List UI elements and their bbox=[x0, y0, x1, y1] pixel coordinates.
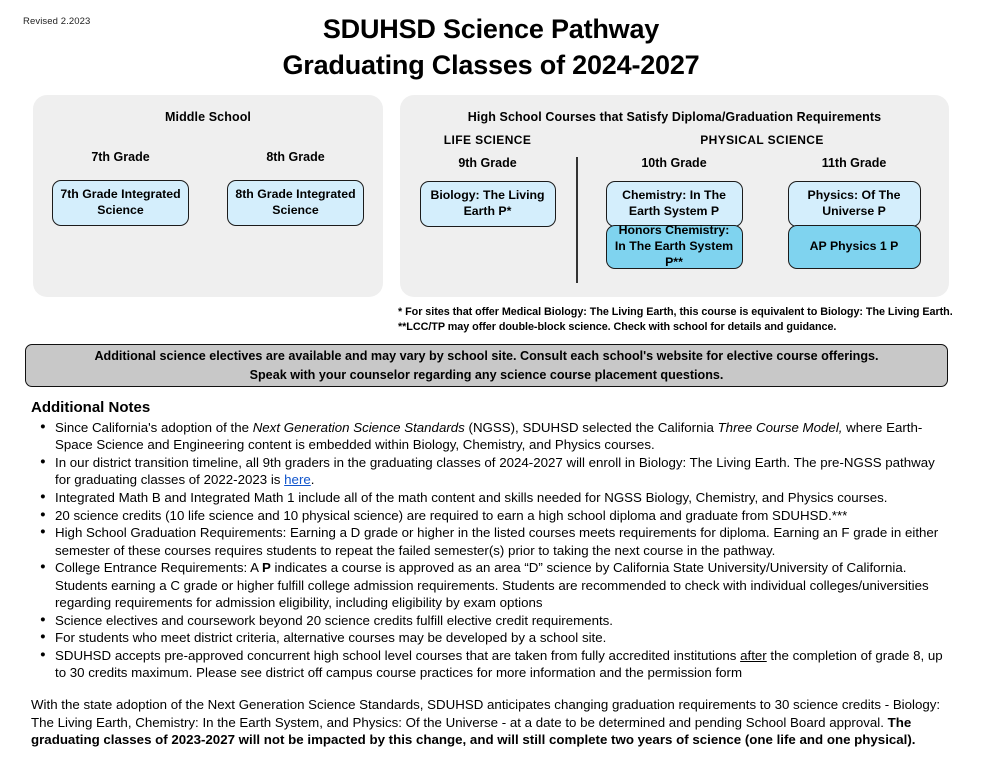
course-box-ap-physics-1[interactable]: AP Physics 1 P bbox=[788, 225, 921, 269]
middle-school-course-row bbox=[33, 180, 383, 226]
additional-notes-list bbox=[31, 419, 951, 682]
emphasis-text: Next Generation Science Standards bbox=[252, 419, 465, 435]
text-run: indicates a course is approved as an area “D” science by California State University/University of California. Students earning a C grade or higher fulfill college admission requirements. Students are recommended to check with individual colleges/universities regarding requirements for admission eligibility, including eligibility by exam options bbox=[55, 560, 929, 611]
additional-notes-heading: Additional Notes bbox=[31, 399, 151, 416]
revised-date: Revised 2.2023 bbox=[23, 16, 91, 27]
electives-banner-line1: Additional science electives are available and may vary by school site. Consult each school's website for elective course offerings. bbox=[94, 349, 879, 364]
text-run: College Entrance Requirements: A bbox=[55, 560, 262, 576]
band-label-physical-science: PHYSICAL SCIENCE bbox=[700, 133, 824, 147]
ms-grade-label-8: 8th Grade bbox=[266, 150, 325, 164]
band-spacer bbox=[575, 133, 583, 147]
text-run: For students who meet district criteria, alternative courses may be developed by a school site. bbox=[55, 630, 607, 646]
text-run: With the state adoption of the Next Generation Science Standards, SDUHSD anticipates changing graduation requirements to 30 science credits - Biology: The Living Earth, Chemistry: In the Earth System, and Physics: Of the Universe - at a date to be determined and pending School Board approval. bbox=[31, 697, 941, 730]
link-here[interactable]: here bbox=[284, 472, 311, 488]
note-item bbox=[31, 524, 951, 559]
page-title bbox=[0, 0, 982, 84]
text-run: . bbox=[310, 472, 315, 488]
note-item bbox=[31, 489, 951, 507]
text-run: SDUHSD accepts pre-approved concurrent high school level courses that are taken from fully accredited institutions bbox=[55, 647, 741, 663]
ms-column-8 bbox=[208, 180, 383, 226]
note-item bbox=[31, 454, 951, 489]
note-item bbox=[31, 559, 951, 612]
strong-text: The graduating classes of 2023-2027 will not be impacted by this change, and will still complete two years of science (one life and one physical). bbox=[31, 714, 916, 748]
text-run: Integrated Math B and Integrated Math 1 include all of the math content and skills needed for NGSS Biology, Chemistry, and Physics courses. bbox=[55, 489, 888, 505]
course-box-chemistry-earth-system[interactable]: Chemistry: In The Earth System P bbox=[606, 181, 743, 227]
life-physical-divider bbox=[576, 157, 578, 283]
note-item bbox=[31, 419, 951, 454]
page-title-line1: SDUHSD Science Pathway bbox=[322, 14, 660, 44]
text-run: In our district transition timeline, all 9th graders in the graduating classes of 2024-2027 will enroll in Biology: The Living Earth. The pre-NGSS pathway for graduating classes of 2022-2023 is bbox=[55, 454, 935, 488]
page-title-line2: Graduating Classes of 2024-2027 bbox=[282, 50, 700, 81]
hs-column-9-wrap bbox=[400, 181, 575, 227]
closing-paragraph bbox=[31, 696, 947, 749]
text-run: High School Graduation Requirements: Earning a D grade or higher in the listed courses meets requirements for diploma. Earning an F grade in either semester of these courses requires students to repeat the failed semester(s) prior to taking the next course in the pathway. bbox=[55, 525, 939, 558]
middle-school-title: Middle School bbox=[164, 110, 252, 124]
text-run: Science electives and coursework beyond 20 science credits fulfill elective credit requirements. bbox=[55, 612, 614, 628]
additional-notes-section bbox=[31, 398, 951, 682]
high-school-course-row bbox=[400, 181, 949, 269]
course-box-7th-integrated-science[interactable]: 7th Grade Integrated Science bbox=[52, 180, 189, 226]
course-box-honors-chemistry-earth-system[interactable]: Honors Chemistry: In The Earth System P** bbox=[606, 225, 743, 269]
course-box-biology-living-earth[interactable]: Biology: The Living Earth P* bbox=[420, 181, 556, 227]
strong-text: P bbox=[261, 560, 271, 576]
hs-grade-label-11: 11th Grade bbox=[821, 156, 887, 170]
emphasis-text: Three Course Model, bbox=[717, 419, 843, 435]
hs-column-10 bbox=[583, 181, 765, 269]
hs-column-11 bbox=[765, 181, 943, 269]
footnotes bbox=[398, 305, 953, 336]
hs-column-11-stack bbox=[765, 181, 943, 269]
ms-column-7 bbox=[33, 180, 208, 226]
hs-grade-label-10: 10th Grade bbox=[641, 156, 707, 170]
underlined-text: after bbox=[740, 647, 767, 663]
middle-school-grade-row bbox=[33, 150, 383, 164]
band-label-life-science: LIFE SCIENCE bbox=[443, 133, 532, 147]
text-run: Since California's adoption of the bbox=[55, 419, 253, 435]
course-box-physics-of-the-universe[interactable]: Physics: Of The Universe P bbox=[788, 181, 921, 227]
high-school-panel bbox=[400, 95, 949, 297]
course-box-8th-integrated-science[interactable]: 8th Grade Integrated Science bbox=[227, 180, 364, 226]
note-item bbox=[31, 647, 951, 682]
hs-column-9 bbox=[400, 181, 575, 227]
ms-grade-label-7: 7th Grade bbox=[91, 150, 150, 164]
electives-banner-line2: Speak with your counselor regarding any science course placement questions. bbox=[249, 367, 724, 382]
footnote-double-asterisk: **LCC/TP may offer double-block science. Check with school for details and guidance. bbox=[398, 321, 837, 334]
science-band-row bbox=[400, 133, 949, 147]
note-item bbox=[31, 629, 951, 647]
high-school-grade-row bbox=[400, 156, 949, 170]
text-run: the completion of grade 8, up to 30 credits maximum. Please see district off campus course practices for more information and the permission form bbox=[55, 647, 943, 681]
middle-school-panel bbox=[33, 95, 383, 297]
note-item bbox=[31, 612, 951, 630]
footnote-single-asterisk: * For sites that offer Medical Biology: The Living Earth, this course is equivalent to Biology: The Living Earth. bbox=[398, 306, 953, 318]
hs-grade-label-9: 9th Grade bbox=[458, 156, 517, 170]
high-school-title: High School Courses that Satisfy Diploma/Graduation Requirements bbox=[467, 110, 882, 124]
text-run: 20 science credits (10 life science and 10 physical science) are required to earn a high school diploma and graduate from SDUHSD.*** bbox=[55, 507, 848, 523]
text-run: where Earth-Space Science and Engineering content is embedded within Biology, Chemistry, and Physics courses. bbox=[55, 419, 923, 453]
hs-column-10-stack bbox=[583, 181, 765, 269]
note-item bbox=[31, 507, 951, 525]
electives-banner bbox=[25, 344, 948, 387]
text-run: (NGSS), SDUHSD selected the California bbox=[464, 419, 718, 435]
pathway-panels bbox=[33, 95, 949, 297]
